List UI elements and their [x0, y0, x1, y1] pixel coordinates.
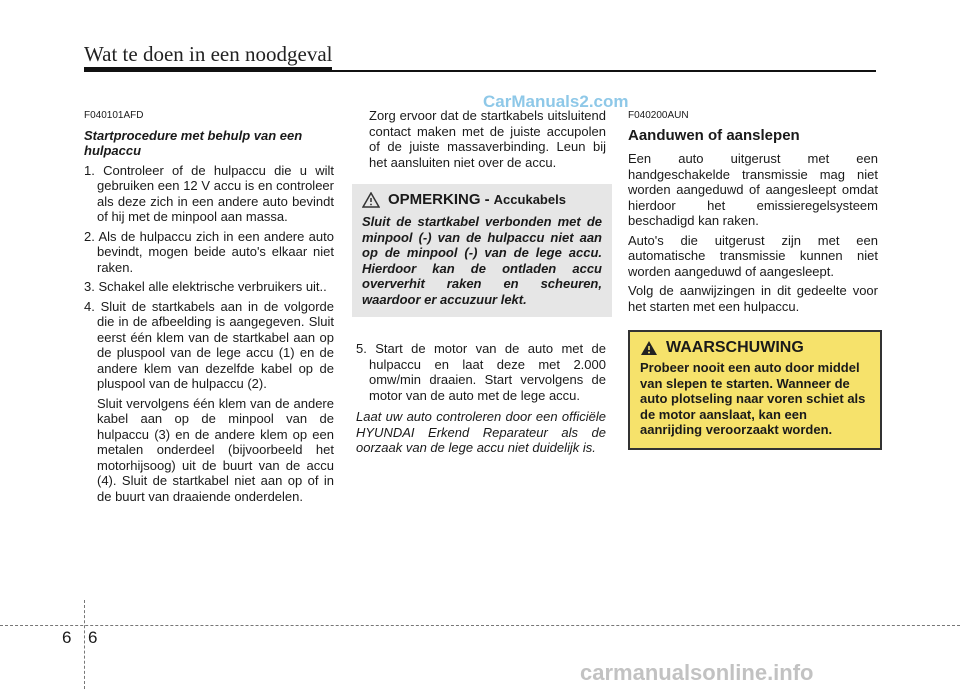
column-2: [356, 108, 606, 456]
column-3: [628, 108, 878, 450]
footer-rule: [0, 625, 960, 626]
section-code: F040101AFD: [84, 110, 144, 121]
steps-list-continued: [356, 341, 606, 403]
page-header-title: Wat te doen in een noodgeval: [84, 42, 333, 66]
notice-subtitle: Accukabels: [493, 192, 566, 208]
notice-box: [352, 184, 612, 317]
section-number: 6: [62, 628, 72, 647]
step-4-continuation: Sluit vervolgens één klem van de andere kabel aan op de minpool van de hulpaccu (3) en de andere klem op een metalen onderdeel (bijvoorbeeld het motorhijsoog) uit de buurt van de accu (4). Sluit de startkabel niet aan op of in de buurt van draaiende onderdelen.: [97, 395, 334, 504]
watermark-bottom[interactable]: carmanualsonline.info: [580, 660, 814, 685]
page-number: 6: [88, 628, 98, 647]
warning-triangle-icon: [362, 192, 380, 208]
paragraph: Een auto uitgerust met een handgeschakelde transmissie mag niet worden aangeduwd of aangesleept omdat hierdoor het emissieregelsysteem beschadigd kan raken.: [628, 151, 878, 228]
list-item: 5. Start de motor van de auto met de hulpaccu en laat deze met 2.000 omw/min draaien. Start vervolgens de motor van de auto met de lege accu.: [356, 341, 606, 403]
section-code: F040200AUN: [628, 110, 689, 121]
steps-list: [84, 163, 334, 392]
list-item: 1. Controleer of de hulpaccu die u wilt gebruiken een 12 V accu is en controleer als deze zich in een andere auto bevindt of hij met de minpool aan massa.: [84, 162, 334, 224]
warning-body: Probeer nooit een auto door middel van slepen te starten. Wanneer de auto plotseling naar voren schiet als de motor aanslaat, kan een aanrijding veroorzaakt worden.: [640, 360, 866, 437]
section-subheading: Startprocedure met behulp van een hulpaccu: [84, 127, 303, 158]
list-item: 3. Schakel alle elektrische verbruikers uit..: [84, 279, 327, 294]
watermark-top[interactable]: CarManuals2.com: [483, 92, 629, 111]
notice-title-text: OPMERKING -: [388, 191, 490, 209]
dealer-note: Laat uw auto controleren door een officiële HYUNDAI Erkend Reparateur als de oorzaak van de lege accu niet duidelijk is.: [356, 409, 606, 455]
section-title: Aanduwen of aanslepen: [628, 126, 800, 144]
notice-title: [362, 192, 602, 208]
list-item: 4. Sluit de startkabels aan in de volgorde die in de afbeelding is aangegeven. Sluit eerst één klem van de startkabel aan op de pluspool van de lege accu (1) en de andere klem van dezelfde kabel op de pluspool van de hulpaccu (2).: [84, 298, 334, 391]
warning-title: [640, 340, 870, 356]
column-1: [84, 108, 334, 508]
warning-title-text: WAARSCHUWING: [666, 339, 804, 357]
intro-paragraph: Zorg ervoor dat de startkabels uitsluitend contact maken met de juiste accupolen of de juiste massaverbinding. Leun bij het aansluiten niet over de accu.: [369, 108, 606, 170]
header-rule-thin: [332, 70, 876, 72]
warning-triangle-icon: [640, 340, 658, 356]
footer-divider: [84, 600, 85, 689]
warning-box: [628, 330, 882, 450]
header-rule-thick: [84, 67, 332, 72]
notice-body: Sluit de startkabel verbonden met de minpool (-) van de hulpaccu niet aan op de minpool (-) van de lege accu. Hierdoor kan de ontladen accu oververhit raken en scheuren, waardoor er accuzuur lekt.: [362, 214, 602, 307]
paragraph: Auto's die uitgerust zijn met een automatische transmissie kunnen niet worden aangeduwd of aangesleept.: [628, 232, 878, 279]
paragraph: Volg de aanwijzingen in dit gedeelte voor het starten met een hulpaccu.: [628, 283, 878, 314]
list-item: 2. Als de hulpaccu zich in een andere auto bevindt, mogen beide auto's elkaar niet raken.: [84, 228, 334, 275]
